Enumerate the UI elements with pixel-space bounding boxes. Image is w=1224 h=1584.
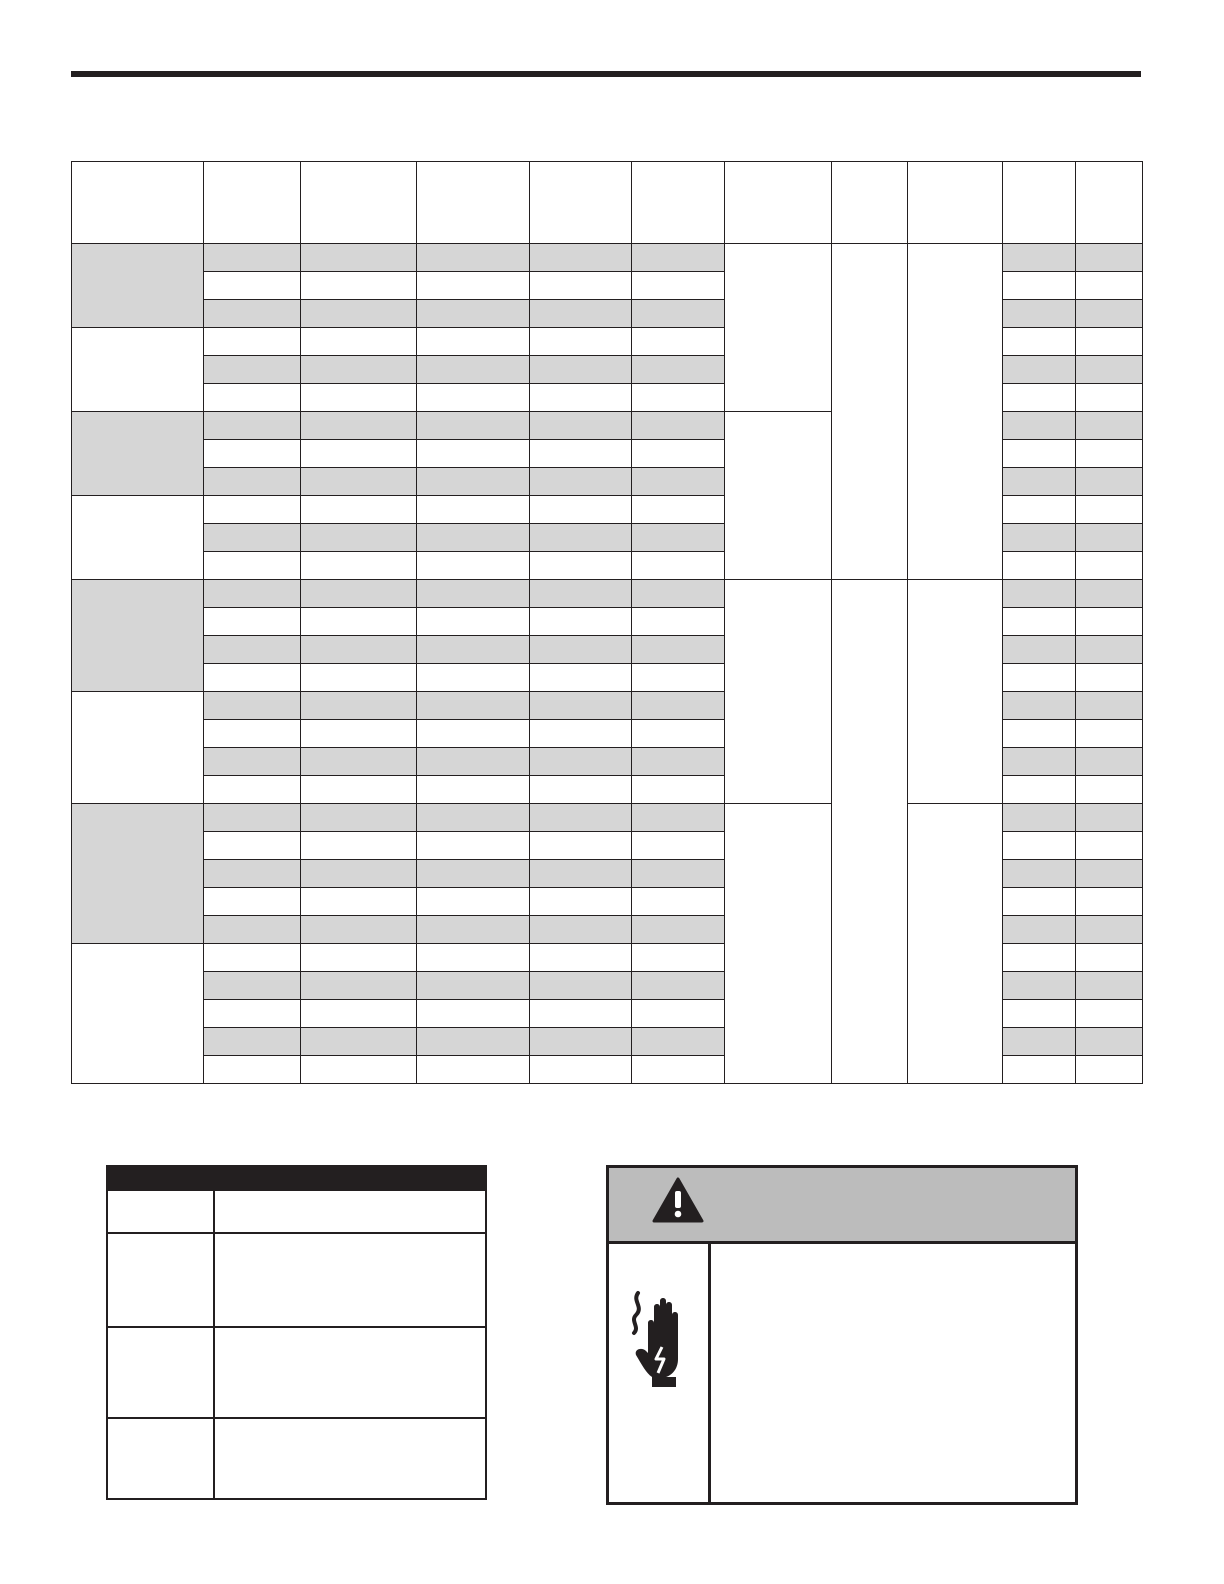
column-header (832, 162, 908, 244)
table-row (72, 244, 1143, 272)
table-cell (1003, 300, 1076, 328)
table-cell (1003, 244, 1076, 272)
table-cell (1003, 580, 1076, 608)
table-cell (417, 356, 530, 384)
table-cell (632, 300, 725, 328)
table-cell (1003, 608, 1076, 636)
table-cell (530, 356, 632, 384)
table-cell (725, 804, 832, 1084)
table-cell (417, 524, 530, 552)
table-cell (1003, 888, 1076, 916)
table-cell (530, 272, 632, 300)
table-cell (632, 272, 725, 300)
table-cell (1003, 328, 1076, 356)
table-cell (204, 244, 301, 272)
table-cell (204, 944, 301, 972)
table-cell (530, 1028, 632, 1056)
table-row (72, 580, 1143, 608)
table-cell (632, 636, 725, 664)
table-cell (530, 888, 632, 916)
table-cell (1076, 804, 1143, 832)
table-cell (204, 636, 301, 664)
specification-table (71, 161, 1143, 1084)
legend-key (108, 1328, 215, 1417)
table-cell (1076, 832, 1143, 860)
table-cell (301, 1056, 417, 1084)
table-cell (1076, 944, 1143, 972)
table-cell (1076, 412, 1143, 440)
table-cell (204, 300, 301, 328)
warning-body (609, 1244, 1075, 1502)
table-cell (301, 1000, 417, 1028)
table-cell (417, 972, 530, 1000)
table-cell (301, 804, 417, 832)
table-cell (204, 272, 301, 300)
table-cell (530, 972, 632, 1000)
table-cell (1003, 384, 1076, 412)
table-cell (1076, 916, 1143, 944)
table-cell (530, 636, 632, 664)
table-cell (204, 776, 301, 804)
table-cell (204, 524, 301, 552)
table-cell (632, 776, 725, 804)
table-cell (1076, 300, 1143, 328)
table-cell (301, 972, 417, 1000)
warning-box (606, 1165, 1078, 1505)
column-header (72, 162, 204, 244)
table-cell (632, 972, 725, 1000)
table-cell (632, 608, 725, 636)
table-cell (530, 524, 632, 552)
table-cell (72, 804, 204, 944)
table-cell (1076, 608, 1143, 636)
table-cell (1003, 1000, 1076, 1028)
table-cell (204, 692, 301, 720)
table-cell (632, 692, 725, 720)
table-cell (72, 692, 204, 804)
table-cell (1076, 384, 1143, 412)
column-header (908, 162, 1003, 244)
table-cell (632, 804, 725, 832)
table-cell (204, 832, 301, 860)
table-cell (417, 300, 530, 328)
table-cell (204, 972, 301, 1000)
table-cell (1076, 776, 1143, 804)
table-cell (1003, 440, 1076, 468)
table-cell (301, 860, 417, 888)
table-cell (417, 944, 530, 972)
table-cell (417, 244, 530, 272)
table-cell (204, 496, 301, 524)
table-cell (632, 1000, 725, 1028)
table-cell (72, 412, 204, 496)
legend-value (215, 1234, 485, 1326)
table-cell (1003, 412, 1076, 440)
table-cell (301, 524, 417, 552)
table-cell (301, 272, 417, 300)
table-cell (301, 832, 417, 860)
table-cell (301, 916, 417, 944)
table-cell (632, 468, 725, 496)
electric-shock-hand-icon (622, 1289, 694, 1389)
column-header (301, 162, 417, 244)
table-cell (1076, 1000, 1143, 1028)
table-cell (1003, 720, 1076, 748)
table-cell (301, 328, 417, 356)
table-cell (204, 608, 301, 636)
table-cell (832, 580, 908, 1084)
table-header-row (72, 162, 1143, 244)
table-cell (1076, 440, 1143, 468)
legend-value (215, 1419, 485, 1498)
table-cell (417, 1000, 530, 1028)
legend-box (106, 1165, 487, 1500)
table-cell (530, 1056, 632, 1084)
table-cell (1003, 1056, 1076, 1084)
table-cell (417, 412, 530, 440)
table-cell (301, 412, 417, 440)
table-cell (832, 244, 908, 580)
table-cell (1076, 972, 1143, 1000)
table-cell (301, 580, 417, 608)
table-cell (301, 748, 417, 776)
table-cell (204, 1056, 301, 1084)
column-header (1003, 162, 1076, 244)
table-cell (417, 1028, 530, 1056)
table-cell (301, 440, 417, 468)
table-cell (417, 804, 530, 832)
table-cell (1076, 888, 1143, 916)
table-cell (301, 384, 417, 412)
table-cell (1076, 496, 1143, 524)
table-cell (204, 1000, 301, 1028)
table-cell (530, 468, 632, 496)
table-cell (417, 860, 530, 888)
table-cell (1076, 636, 1143, 664)
table-cell (1003, 916, 1076, 944)
table-cell (1003, 356, 1076, 384)
table-cell (417, 692, 530, 720)
table-cell (1003, 944, 1076, 972)
table-cell (530, 384, 632, 412)
table-cell (204, 384, 301, 412)
table-cell (725, 412, 832, 580)
table-cell (417, 776, 530, 804)
column-header (725, 162, 832, 244)
table-cell (530, 832, 632, 860)
table-cell (632, 916, 725, 944)
table-cell (301, 244, 417, 272)
warning-pictogram (609, 1244, 711, 1502)
table-cell (72, 244, 204, 328)
table-cell (204, 552, 301, 580)
table-cell (1076, 244, 1143, 272)
table-cell (1076, 692, 1143, 720)
table-cell (301, 608, 417, 636)
table-cell (530, 944, 632, 972)
table-cell (632, 328, 725, 356)
table-cell (1076, 1028, 1143, 1056)
table-cell (72, 580, 204, 692)
table-cell (301, 300, 417, 328)
table-cell (530, 1000, 632, 1028)
table-cell (632, 860, 725, 888)
table-cell (1003, 804, 1076, 832)
column-header (1076, 162, 1143, 244)
table-cell (72, 328, 204, 412)
table-cell (1003, 496, 1076, 524)
table-cell (301, 552, 417, 580)
table-cell (1076, 468, 1143, 496)
table-cell (72, 944, 204, 1084)
table-cell (632, 832, 725, 860)
table-cell (632, 888, 725, 916)
table-cell (1076, 552, 1143, 580)
table-cell (204, 748, 301, 776)
table-cell (417, 440, 530, 468)
table-cell (417, 1056, 530, 1084)
table-cell (725, 244, 832, 412)
legend-row (108, 1417, 485, 1498)
table-cell (632, 552, 725, 580)
table-cell (301, 776, 417, 804)
table-cell (725, 580, 832, 804)
table-cell (530, 776, 632, 804)
warning-header (609, 1168, 1075, 1244)
table-cell (632, 1028, 725, 1056)
legend-row (108, 1326, 485, 1417)
table-cell (632, 580, 725, 608)
table-cell (301, 692, 417, 720)
table-cell (530, 748, 632, 776)
legend-header (108, 1167, 485, 1189)
table-cell (204, 468, 301, 496)
table-cell (632, 664, 725, 692)
table-cell (1076, 1056, 1143, 1084)
table-cell (204, 1028, 301, 1056)
table-cell (417, 552, 530, 580)
table-cell (1076, 580, 1143, 608)
table-cell (417, 664, 530, 692)
table-cell (530, 412, 632, 440)
column-header (530, 162, 632, 244)
table-cell (632, 944, 725, 972)
table-cell (204, 664, 301, 692)
table-cell (301, 888, 417, 916)
legend-key (108, 1191, 215, 1232)
table-cell (1076, 860, 1143, 888)
table-cell (417, 608, 530, 636)
table-cell (417, 748, 530, 776)
table-cell (1003, 468, 1076, 496)
table-cell (530, 664, 632, 692)
table-cell (530, 440, 632, 468)
legend-row (108, 1189, 485, 1232)
table-cell (417, 720, 530, 748)
table-cell (301, 1028, 417, 1056)
table-cell (417, 328, 530, 356)
table-cell (417, 384, 530, 412)
table-cell (908, 804, 1003, 1084)
table-cell (417, 916, 530, 944)
table-cell (417, 496, 530, 524)
table-cell (301, 356, 417, 384)
legend-key (108, 1419, 215, 1498)
table-cell (530, 328, 632, 356)
table-cell (301, 496, 417, 524)
table-cell (632, 748, 725, 776)
table-cell (1003, 664, 1076, 692)
column-header (417, 162, 530, 244)
table-cell (530, 804, 632, 832)
table-cell (530, 552, 632, 580)
table-cell (204, 580, 301, 608)
table-cell (1003, 524, 1076, 552)
table-cell (204, 916, 301, 944)
table-cell (301, 468, 417, 496)
table-cell (530, 608, 632, 636)
table-cell (530, 860, 632, 888)
table-cell (632, 524, 725, 552)
legend-value (215, 1191, 485, 1232)
table-cell (1076, 664, 1143, 692)
table-cell (1003, 552, 1076, 580)
legend-row (108, 1232, 485, 1326)
table-cell (204, 888, 301, 916)
table-cell (530, 300, 632, 328)
table-cell (1003, 832, 1076, 860)
table-cell (301, 664, 417, 692)
table-cell (632, 496, 725, 524)
warning-text-area (711, 1244, 1075, 1502)
table-cell (204, 440, 301, 468)
table-cell (204, 720, 301, 748)
warning-triangle-icon (652, 1177, 704, 1223)
table-cell (632, 1056, 725, 1084)
table-cell (1076, 748, 1143, 776)
table-cell (301, 636, 417, 664)
table-cell (417, 580, 530, 608)
table-cell (530, 916, 632, 944)
table-cell (530, 692, 632, 720)
table-cell (632, 720, 725, 748)
table-cell (1003, 272, 1076, 300)
table-cell (1003, 692, 1076, 720)
table-cell (530, 720, 632, 748)
table-cell (417, 832, 530, 860)
table-cell (530, 580, 632, 608)
column-header (204, 162, 301, 244)
table-cell (301, 944, 417, 972)
column-header (632, 162, 725, 244)
table-cell (1003, 860, 1076, 888)
table-cell (1003, 748, 1076, 776)
legend-value (215, 1328, 485, 1417)
table-cell (1076, 272, 1143, 300)
table-cell (417, 636, 530, 664)
table-cell (632, 412, 725, 440)
table-cell (417, 272, 530, 300)
top-rule (71, 71, 1141, 77)
table-cell (1076, 720, 1143, 748)
table-cell (530, 244, 632, 272)
table-cell (204, 412, 301, 440)
table-cell (417, 888, 530, 916)
table-cell (72, 496, 204, 580)
table-cell (204, 860, 301, 888)
legend-key (108, 1234, 215, 1326)
table-cell (632, 356, 725, 384)
table-cell (417, 468, 530, 496)
table-cell (204, 356, 301, 384)
table-cell (530, 496, 632, 524)
table-cell (1003, 1028, 1076, 1056)
table-cell (1076, 328, 1143, 356)
table-cell (1003, 636, 1076, 664)
table-cell (908, 244, 1003, 580)
table-cell (908, 580, 1003, 804)
table-cell (632, 244, 725, 272)
table-cell (204, 328, 301, 356)
table-cell (1003, 776, 1076, 804)
table-cell (1003, 972, 1076, 1000)
table-cell (1076, 356, 1143, 384)
table-cell (204, 804, 301, 832)
table-cell (1076, 524, 1143, 552)
table-row (72, 804, 1143, 832)
table-cell (301, 720, 417, 748)
table-cell (632, 440, 725, 468)
table-cell (632, 384, 725, 412)
